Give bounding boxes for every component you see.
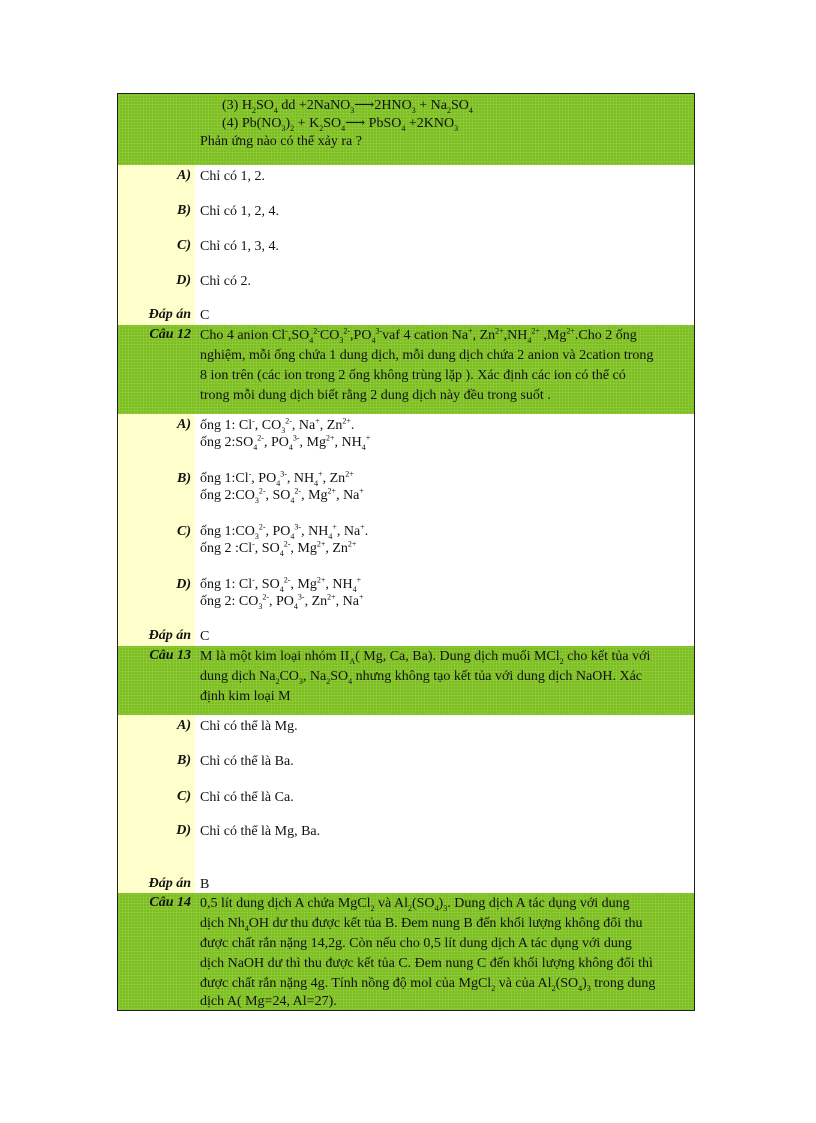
q13-options <box>118 715 694 893</box>
question-line: dung dịch $Na_2CO_3$, $Na_2SO_4$ nhưng không tạo kết tủa với dung dịch NaOH. Xác <box>200 669 643 686</box>
question-line: định kim loại M <box>200 689 291 704</box>
option-key: B) <box>177 753 191 768</box>
option-key: A) <box>177 417 191 432</box>
option-key: D) <box>176 273 191 288</box>
option-d-tube-1: ống 1: Cl-, $SO_4^{2-}$, $Mg^{2+}$, $NH_4^+$ <box>200 575 362 594</box>
option-b-tube-1: ống 1:Cl-, $PO_4^{3-}$, $NH_4^+$, $Zn^{2+}$ <box>200 469 354 488</box>
option-a-tube-2: ống $2:SO_4^{2-}$, $PO_4^{3-}$, $Mg^{2+}$, $NH_4^+$ <box>200 433 371 452</box>
option-text: Chỉ có 2. <box>200 274 251 289</box>
option-key: A) <box>177 718 191 733</box>
question-line: 0,5 lít dung dịch A chứa MgCl$_2$ và $Al_2(SO_4)_3$. Dung dịch A tác dụng với dung <box>200 896 630 913</box>
q11-stem-row <box>118 94 694 165</box>
q12-stem-row <box>118 325 694 414</box>
question-line: Cho 4 anion $Cl^-,SO_4^{2-}CO_3^{2-},PO_4^{3-}vaf$ 4 cation Na+, $Zn^{2+},NH_4^{2+}$ $,Mg^{2+}.Cho$ 2 ống <box>200 326 637 345</box>
question-number: Câu 13 <box>149 648 191 663</box>
option-text: Chỉ có 1, 2, 4. <box>200 204 279 219</box>
option-key: B) <box>177 203 191 218</box>
question-line: dịch A( Mg=24, Al=27). <box>200 994 337 1009</box>
option-key: C) <box>177 789 191 804</box>
answer-label: Đáp án <box>148 628 191 643</box>
question-number: Câu 12 <box>149 327 191 342</box>
q14-stem-row <box>118 893 694 1010</box>
option-c-tube-2: ống 2 :Cl-, $SO_4^{2-}$, $Mg^{2+}$, $Zn^{2+}$ <box>200 539 357 558</box>
answer-value: B <box>200 877 210 892</box>
question-line: 8 ion trên (các ion trong 2 ống không trùng lặp ). Xác định các ion có thể có <box>200 368 626 383</box>
option-key: A) <box>177 168 191 183</box>
option-text: Chỉ có thể là Mg. <box>200 719 298 734</box>
option-text: Chỉ có thể là Ca. <box>200 790 294 805</box>
question-number: Câu 14 <box>149 895 191 910</box>
option-text: Chỉ có 1, 3, 4. <box>200 239 279 254</box>
question-line: trong mỗi dung dịch biết rằng 2 dung dịch này đều trong suốt . <box>200 388 551 403</box>
option-text: Chỉ có thể là Ba. <box>200 754 294 769</box>
option-key: C) <box>177 524 191 539</box>
question-line: dịch $Nh_4OH$ dư thu được kết tủa B. Đem nung B đến khối lượng không đổi thu <box>200 916 643 933</box>
question-line: nghiệm, mỗi ống chứa 1 dung dịch, mỗi dung dịch chứa 2 anion và 2cation trong <box>200 348 654 363</box>
option-key: C) <box>177 238 191 253</box>
question-line: được chất rắn nặng 14,2g. Còn nếu cho 0,5 lít dung dịch A tác dụng với dung <box>200 936 632 951</box>
answer-label: Đáp án <box>148 876 191 891</box>
reaction-4: (4) $Pb(NO_3)_2$ + $K_2SO_4⟶$ PbSO$_4$ $+2KNO_3$ <box>222 116 459 133</box>
question-line: dịch NaOH dư thì thu được kết tủa C. Đem nung C đến khối lượng không đổi thì <box>200 956 653 971</box>
arrow-icon: ⟶ <box>345 116 366 131</box>
arrow-icon: ⟶ <box>354 98 375 113</box>
question-line: được chất rắn nặng 4g. Tính nồng độ mol của MgCl$_2$ và của $Al_2(SO_4)_3$ trong dung <box>200 976 656 993</box>
option-text: Chỉ có thể là Mg, Ba. <box>200 824 321 839</box>
q13-stem-row <box>118 646 694 715</box>
question-line: M là một kim loại nhóm $II_A$( Mg, Ca, Ba). Dung dịch muối MCl$_2$ cho kết tủa với <box>200 649 651 666</box>
option-d-tube-2: ống 2: $CO_3^{2-}$, $PO_4^{3-}$, $Zn^{2+}$, Na+ <box>200 592 364 611</box>
option-b-tube-2: ống $2:CO_3^{2-}$, $SO_4^{2-}$, $Mg^{2+}$, Na+ <box>200 486 364 505</box>
option-a-tube-1: ống 1: Cl-, $CO_3^{2-}$, Na+, $Zn^{2+}$. <box>200 416 355 435</box>
answer-label: Đáp án <box>148 307 191 322</box>
q12-options <box>118 414 694 646</box>
answer-value: C <box>200 308 210 323</box>
option-c-tube-1: ống $1:CO_3^{2-}$, $PO_4^{3-}$, $NH_4^+$, Na+. <box>200 522 369 541</box>
question-prompt: Phản ứng nào có thể xảy ra ? <box>200 134 362 149</box>
option-key: B) <box>177 471 191 486</box>
q11-options <box>118 165 694 325</box>
question-table <box>117 93 695 1011</box>
option-text: Chỉ có 1, 2. <box>200 169 265 184</box>
option-key: D) <box>176 823 191 838</box>
reaction-3: (3) $H_2SO_4$ dd $+2NaNO_3⟶2HNO_3 + Na_2SO_4$ <box>222 98 473 115</box>
answer-value: C <box>200 629 210 644</box>
option-key: D) <box>176 577 191 592</box>
